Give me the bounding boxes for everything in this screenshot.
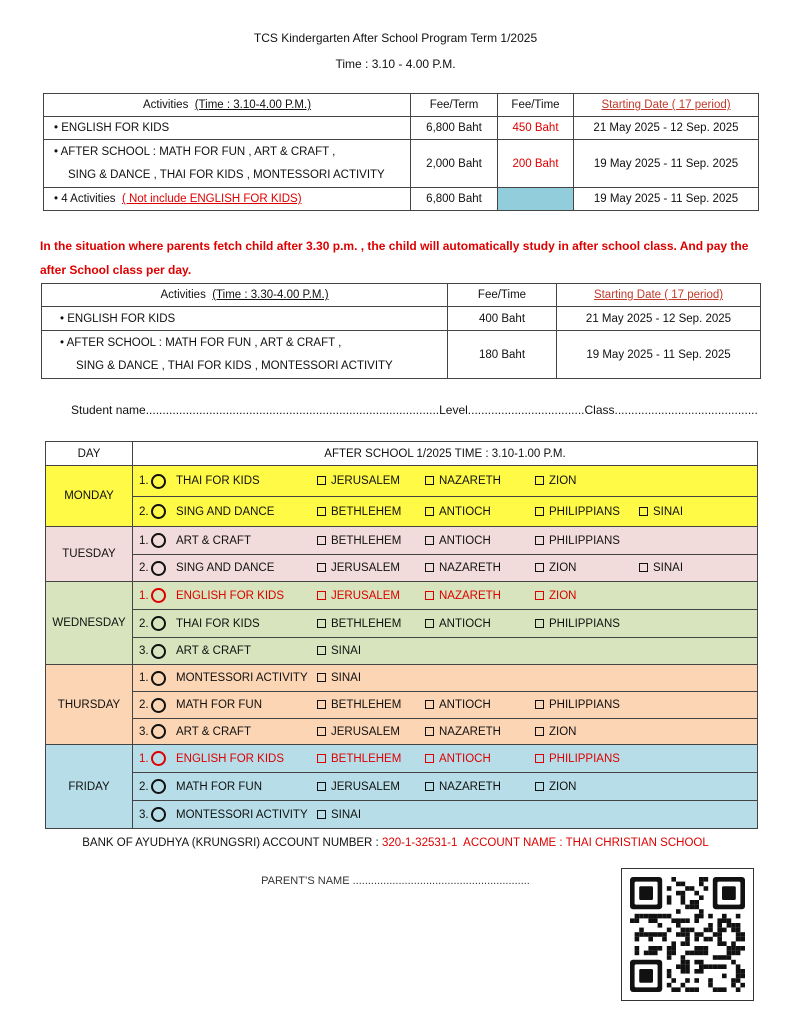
activity-label: SING AND DANCE (176, 505, 275, 518)
activity-cell: • ENGLISH FOR KIDS (44, 117, 411, 140)
house-label: ZION (549, 475, 577, 487)
radio-circle-icon[interactable] (151, 698, 166, 713)
schedule-row (46, 610, 758, 638)
schedule-row (46, 582, 758, 610)
fee-time-cell: 200 Baht (498, 140, 574, 188)
header-starting-date: Starting Date ( 17 period) (557, 284, 761, 307)
radio-circle-icon[interactable] (151, 588, 166, 603)
day-thursday: THURSDAY (46, 665, 133, 745)
schedule-row (46, 638, 758, 665)
document-title: TCS Kindergarten After School Program Term 1/2025 (253, 31, 538, 45)
option-number: 1. (139, 752, 149, 765)
house-option[interactable] (317, 562, 425, 574)
activity-label: ENGLISH FOR KIDS (176, 589, 284, 602)
house-option[interactable] (535, 535, 639, 547)
schedule-row (46, 719, 758, 745)
house-option[interactable] (535, 726, 639, 738)
house-option[interactable] (425, 475, 535, 487)
house-label: JERUSALEM (331, 562, 401, 574)
radio-circle-icon[interactable] (151, 533, 166, 548)
checkbox-icon[interactable] (317, 754, 326, 763)
schedule-row (46, 466, 758, 497)
house-label: NAZARETH (439, 589, 501, 602)
house-label: JERUSALEM (331, 589, 401, 602)
activity-cell: • ENGLISH FOR KIDS (42, 307, 448, 331)
house-option[interactable] (317, 475, 425, 487)
table-row (42, 331, 761, 379)
house-label: SINAI (331, 808, 362, 821)
radio-circle-icon[interactable] (151, 724, 166, 739)
day-monday: MONDAY (46, 466, 133, 527)
house-label: NAZARETH (439, 562, 501, 574)
house-label: ANTIOCH (439, 617, 491, 630)
schedule-row (46, 745, 758, 773)
activity-label: MATH FOR FUN (176, 780, 263, 793)
parent-name-line[interactable]: PARENT’S NAME .......................................................... (261, 875, 530, 887)
header-starting-date: Starting Date ( 17 period) (574, 94, 759, 117)
house-label: PHILIPPIANS (549, 505, 620, 518)
schedule-row (46, 692, 758, 719)
house-option[interactable] (317, 672, 425, 684)
day-friday: FRIDAY (46, 745, 133, 829)
house-label: BETHLEHEM (331, 699, 402, 711)
radio-circle-icon[interactable] (151, 474, 166, 489)
radio-circle-icon[interactable] (151, 616, 166, 631)
house-option[interactable] (425, 726, 535, 738)
house-option[interactable] (317, 726, 425, 738)
house-label: ANTIOCH (439, 752, 491, 765)
fee-time-cell: 400 Baht (448, 307, 557, 331)
house-option[interactable] (639, 506, 683, 518)
day-tuesday: TUESDAY (46, 527, 133, 582)
option-number: 1. (139, 589, 149, 602)
checkbox-icon[interactable] (535, 476, 544, 485)
activity-label: THAI FOR KIDS (176, 475, 260, 487)
schedule-row (46, 555, 758, 582)
activity-label: ENGLISH FOR KIDS (176, 752, 284, 765)
house-label: ANTIOCH (439, 505, 491, 518)
checkbox-icon[interactable] (425, 619, 434, 628)
checkbox-icon[interactable] (535, 507, 544, 516)
checkbox-icon[interactable] (535, 536, 544, 545)
activity-label: ART & CRAFT (176, 725, 251, 738)
house-label: BETHLEHEM (331, 752, 402, 765)
checkbox-icon[interactable] (535, 591, 544, 600)
house-option[interactable] (425, 781, 535, 793)
checkbox-icon[interactable] (425, 782, 434, 791)
table-row (44, 117, 759, 140)
checkbox-icon[interactable] (535, 782, 544, 791)
house-label: PHILIPPIANS (549, 534, 620, 547)
checkbox-icon[interactable] (317, 646, 326, 655)
option-number: 2. (139, 780, 149, 793)
date-cell: 19 May 2025 - 11 Sep. 2025 (574, 188, 759, 211)
checkbox-icon[interactable] (425, 563, 434, 572)
header-fee-time: Fee/Time (448, 284, 557, 307)
table-row (44, 188, 759, 211)
house-label: BETHLEHEM (331, 534, 402, 547)
house-label: ZION (549, 725, 577, 738)
checkbox-icon[interactable] (317, 727, 326, 736)
radio-circle-icon[interactable] (151, 807, 166, 822)
activity-label: MONTESSORI ACTIVITY (176, 672, 308, 684)
date-cell: 19 May 2025 - 11 Sep. 2025 (557, 331, 761, 379)
schedule-row (46, 527, 758, 555)
qr-code-icon (621, 868, 754, 1001)
checkbox-icon[interactable] (425, 727, 434, 736)
header-activities: Activities (Time : 3.30-4.00 P.M.) (42, 284, 448, 307)
student-info-line[interactable]: Student name........................................................................................Level...................................Class........................................... (71, 403, 758, 417)
schedule-row (46, 773, 758, 801)
house-option[interactable] (317, 753, 425, 765)
fee-time-cell (498, 188, 574, 211)
activity-label: MATH FOR FUN (176, 699, 263, 711)
house-option[interactable] (535, 753, 639, 765)
account-name: ACCOUNT NAME : THAI CHRISTIAN SCHOOL (463, 837, 709, 849)
checkbox-icon[interactable] (425, 591, 434, 600)
checkbox-icon[interactable] (317, 810, 326, 819)
option-number: 2. (139, 562, 149, 574)
house-label: ZION (549, 780, 577, 793)
house-option[interactable] (317, 699, 425, 711)
house-option[interactable] (317, 535, 425, 547)
checkbox-icon[interactable] (535, 700, 544, 709)
activity-label: ART & CRAFT (176, 645, 251, 657)
schedule-row (46, 497, 758, 527)
house-option[interactable] (425, 699, 535, 711)
checkbox-icon[interactable] (425, 536, 434, 545)
checkbox-icon[interactable] (317, 591, 326, 600)
fee-term-cell: 6,800 Baht (411, 117, 498, 140)
radio-circle-icon[interactable] (151, 751, 166, 766)
checkbox-icon[interactable] (317, 563, 326, 572)
option-number: 3. (139, 808, 149, 821)
bank-info: BANK OF AYUDHYA (KRUNGSRI) ACCOUNT NUMBER : 320-1-32531-1 ACCOUNT NAME : THAI CHRISTIAN SCHOOL (82, 837, 709, 849)
house-label: ANTIOCH (439, 699, 491, 711)
house-label: SINAI (653, 505, 684, 518)
schedule-table (45, 441, 758, 829)
checkbox-icon[interactable] (535, 754, 544, 763)
checkbox-icon[interactable] (317, 536, 326, 545)
house-option[interactable] (425, 506, 535, 518)
header-fee-term: Fee/Term (411, 94, 498, 117)
house-option[interactable] (535, 699, 639, 711)
schedule-row (46, 801, 758, 829)
house-option[interactable] (317, 618, 425, 630)
activity-cell: • AFTER SCHOOL : MATH FOR FUN , ART & CRAFT , SING & DANCE , THAI FOR KIDS , MONTESSORI ACTIVITY (42, 331, 448, 379)
house-option[interactable] (425, 562, 535, 574)
checkbox-icon[interactable] (317, 700, 326, 709)
day-wednesday: WEDNESDAY (46, 582, 133, 665)
house-label: SINAI (653, 562, 684, 574)
checkbox-icon[interactable] (425, 754, 434, 763)
checkbox-icon[interactable] (425, 507, 434, 516)
option-number: 2. (139, 699, 149, 711)
house-option[interactable] (425, 618, 535, 630)
activity-label: ART & CRAFT (176, 534, 251, 547)
house-option[interactable] (535, 475, 639, 487)
option-number: 3. (139, 645, 149, 657)
house-label: ZION (549, 589, 577, 602)
checkbox-icon[interactable] (425, 476, 434, 485)
house-option[interactable] (317, 506, 425, 518)
activity-label: SING AND DANCE (176, 562, 275, 574)
house-label: ZION (549, 562, 577, 574)
program-time: Time : 3.10 - 4.00 P.M. (335, 57, 456, 71)
house-label: SINAI (331, 645, 362, 657)
house-option[interactable] (639, 562, 683, 574)
house-label: JERUSALEM (331, 475, 401, 487)
checkbox-icon[interactable] (535, 619, 544, 628)
date-cell: 19 May 2025 - 11 Sep. 2025 (574, 140, 759, 188)
account-number: 320-1-32531-1 (381, 837, 458, 849)
house-option[interactable] (425, 535, 535, 547)
checkbox-icon[interactable] (639, 563, 648, 572)
table-row (44, 140, 759, 188)
house-label: PHILIPPIANS (549, 699, 620, 711)
checkbox-icon[interactable] (535, 563, 544, 572)
activity-label: MONTESSORI ACTIVITY (176, 808, 308, 821)
fee-time-cell: 450 Baht (498, 117, 574, 140)
activity-cell: • 4 Activities ( Not include ENGLISH FOR KIDS) (44, 188, 411, 211)
radio-circle-icon[interactable] (151, 504, 166, 519)
house-label: JERUSALEM (331, 725, 401, 738)
house-option[interactable] (535, 590, 639, 602)
house-label: NAZARETH (439, 725, 501, 738)
header-fee-time: Fee/Time (498, 94, 574, 117)
checkbox-icon[interactable] (639, 507, 648, 516)
header-activities: Activities (Time : 3.10-4.00 P.M.) (44, 94, 411, 117)
day-header: DAY (46, 442, 133, 466)
option-number: 3. (139, 725, 149, 738)
checkbox-icon[interactable] (317, 673, 326, 682)
option-number: 1. (139, 534, 149, 547)
checkbox-icon[interactable] (317, 507, 326, 516)
checkbox-icon[interactable] (425, 700, 434, 709)
radio-circle-icon[interactable] (151, 561, 166, 576)
house-option[interactable] (535, 618, 639, 630)
house-option[interactable] (317, 781, 425, 793)
house-option[interactable] (535, 506, 639, 518)
radio-circle-icon[interactable] (151, 779, 166, 794)
schedule-row (46, 665, 758, 692)
checkbox-icon[interactable] (535, 727, 544, 736)
late-pickup-note: In the situation where parents fetch child after 3.30 p.m. , the child will automatically study in after school class. And pay the after School class per day. (40, 239, 749, 277)
option-number: 2. (139, 505, 149, 518)
fee-table-daily (41, 283, 761, 379)
house-label: BETHLEHEM (331, 505, 402, 518)
schedule-title: AFTER SCHOOL 1/2025 TIME : 3.10-1.00 P.M. (133, 442, 758, 466)
option-number: 1. (139, 475, 149, 487)
house-label: ANTIOCH (439, 534, 491, 547)
house-label: NAZARETH (439, 475, 501, 487)
option-number: 2. (139, 617, 149, 630)
checkbox-icon[interactable] (317, 476, 326, 485)
activity-label: THAI FOR KIDS (176, 617, 260, 630)
house-label: JERUSALEM (331, 780, 401, 793)
radio-circle-icon[interactable] (151, 644, 166, 659)
fee-time-cell: 180 Baht (448, 331, 557, 379)
checkbox-icon[interactable] (317, 782, 326, 791)
house-option[interactable] (535, 562, 639, 574)
house-label: BETHLEHEM (331, 617, 402, 630)
house-option[interactable] (535, 781, 639, 793)
house-option[interactable] (425, 753, 535, 765)
date-cell: 21 May 2025 - 12 Sep. 2025 (574, 117, 759, 140)
house-option[interactable] (317, 809, 425, 821)
fee-table-term (43, 93, 759, 211)
radio-circle-icon[interactable] (151, 671, 166, 686)
house-label: SINAI (331, 672, 362, 684)
house-label: NAZARETH (439, 780, 501, 793)
checkbox-icon[interactable] (317, 619, 326, 628)
house-label: PHILIPPIANS (549, 617, 620, 630)
table-row (42, 307, 761, 331)
house-option[interactable] (317, 590, 425, 602)
house-option[interactable] (317, 645, 425, 657)
house-label: PHILIPPIANS (549, 752, 620, 765)
fee-term-cell: 2,000 Baht (411, 140, 498, 188)
option-number: 1. (139, 672, 149, 684)
fee-term-cell: 6,800 Baht (411, 188, 498, 211)
date-cell: 21 May 2025 - 12 Sep. 2025 (557, 307, 761, 331)
house-option[interactable] (425, 590, 535, 602)
activity-cell: • AFTER SCHOOL : MATH FOR FUN , ART & CRAFT , SING & DANCE , THAI FOR KIDS , MONTESSORI ACTIVITY (44, 140, 411, 188)
